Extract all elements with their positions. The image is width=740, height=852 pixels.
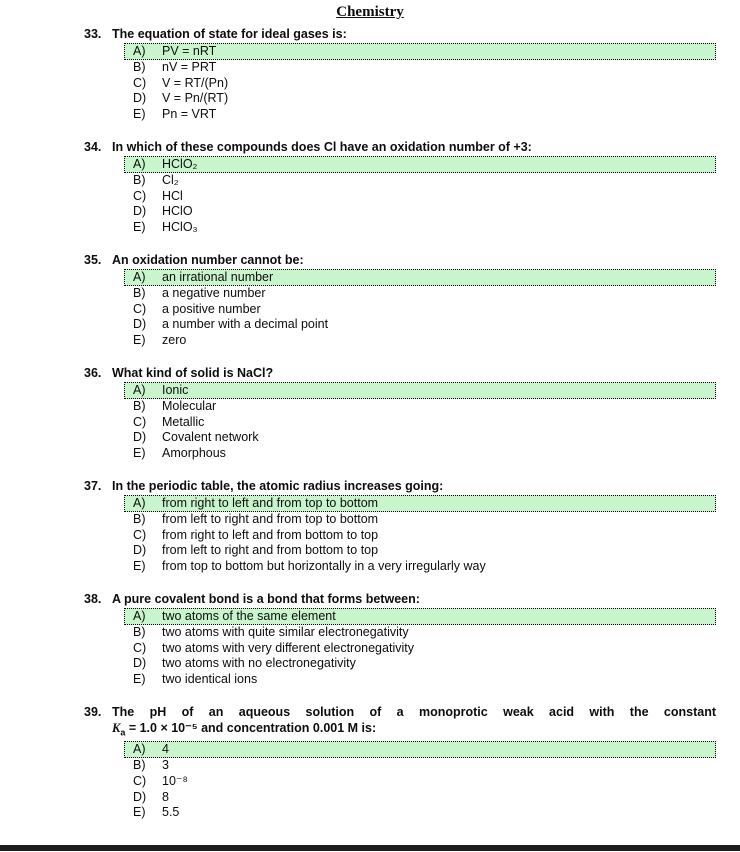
option-letter: B) [133,624,146,639]
ka-subscript: a [120,727,126,738]
option-letter: E) [133,333,146,348]
answer-option [124,790,716,806]
question-39 [84,705,716,821]
question-number: 37. [84,478,102,493]
option-text: a negative number [162,285,266,300]
option-text: Amorphous [162,446,226,461]
option-letter: A) [133,382,146,397]
option-letter: E) [133,672,146,687]
question-number: 39. [84,704,102,719]
correct-answer-highlight [124,156,716,173]
answer-option [124,446,716,462]
option-text: from right to left and from top to bottom [162,495,379,510]
option-letter: A) [133,43,146,58]
option-letter: A) [133,495,146,510]
option-letter: D) [133,91,147,106]
option-text: V = Pn/(RT) [162,91,229,106]
option-text: two atoms of the same element [162,608,336,623]
option-text: two identical ions [162,672,258,687]
question-number: 35. [84,252,102,267]
option-text: from right to left and from bottom to top [162,527,379,542]
option-text: Molecular [162,398,217,413]
option-letter: C) [133,414,147,429]
option-letter: B) [133,59,146,74]
answer-option [124,805,716,821]
option-letter: C) [133,301,147,316]
question-text-line2-rest: = 1.0 × 10⁻⁵ and concentration 0.001 M is: [125,720,377,735]
option-letter: A) [133,156,146,171]
option-letter: E) [133,220,146,235]
option-text: from left to right and from top to bottom [162,511,379,526]
answer-option [124,204,716,220]
page-bottom-edge [0,845,740,851]
option-text: two atoms with no electronegativity [162,656,356,671]
option-letter: A) [133,608,146,623]
option-letter: C) [133,75,147,90]
option-letter: E) [133,559,146,574]
question-header [84,592,716,608]
options-list [124,382,716,462]
correct-answer-highlight [124,43,716,60]
option-text: 4 [162,742,169,756]
option-letter: B) [133,511,146,526]
option-letter: D) [133,317,147,332]
option-text: zero [162,333,187,348]
answer-option [124,107,716,123]
question-text-line1: The pH of an aqueous solution of a monoprotic weak acid with the constant [112,704,716,719]
option-letter: B) [133,758,146,772]
question-text: The equation of state for ideal gases is: [112,27,347,41]
option-letter: D) [133,204,147,219]
question-header [84,366,716,382]
option-text: nV = PRT [162,59,217,74]
option-letter: E) [133,107,146,122]
answer-option [124,528,716,544]
answer-option [124,220,716,236]
option-text: HClO [162,204,193,219]
answer-option [124,559,716,575]
options-list [124,156,716,236]
question-number: 36. [84,365,102,380]
question-header [84,479,716,495]
option-text: from top to bottom but horizontally in a very irregularly way [162,559,486,574]
answer-option [124,656,716,672]
option-letter: B) [133,398,146,413]
question-38 [84,592,716,688]
option-text: 3 [162,758,169,772]
option-letter: A) [133,269,146,284]
option-letter: B) [133,172,146,187]
answer-option [124,415,716,431]
option-text: 5.5 [162,805,180,820]
answer-option [124,286,716,302]
option-letter: D) [133,789,147,804]
option-text: HCl [162,188,183,203]
answer-option [124,543,716,559]
option-text: Covalent network [162,430,259,445]
question-header [84,27,716,43]
answer-option [124,317,716,333]
question-37 [84,479,716,575]
option-text: V = RT/(Pn) [162,75,229,90]
correct-answer-highlight [124,608,716,625]
answer-option [124,189,716,205]
option-text: a positive number [162,301,261,316]
option-text: HClO₂ [162,156,198,171]
question-header [84,253,716,269]
question-36 [84,366,716,462]
page-title: Chemistry [336,4,404,20]
correct-answer-highlight [124,269,716,286]
answer-option [124,91,716,107]
ka-symbol: K [112,720,121,735]
question-text [112,705,716,741]
correct-answer-highlight [124,741,716,758]
option-letter: A) [133,742,146,756]
option-text: Pn = VRT [162,107,217,122]
question-text: In which of these compounds does Cl have an oxidation number of +3: [112,139,532,154]
option-text: two atoms with quite similar electronegativity [162,624,409,639]
option-letter: C) [133,188,147,203]
question-35 [84,253,716,349]
options-list [124,608,716,688]
answer-option [124,430,716,446]
answer-option [124,302,716,318]
option-text: Cl₂ [162,172,179,187]
question-number: 38. [84,591,102,606]
option-text: from left to right and from bottom to top [162,543,379,558]
option-text: PV = nRT [162,43,217,58]
options-list [124,43,716,123]
option-text: an irrational number [162,269,274,284]
option-letter: D) [133,543,147,558]
question-number: 34. [84,139,102,154]
question-number: 33. [84,27,102,41]
answer-option [124,60,716,76]
answer-option [124,76,716,92]
question-header [84,705,716,741]
answer-option [124,333,716,349]
quiz-content [0,21,740,821]
option-letter: C) [133,640,147,655]
options-list [124,269,716,349]
answer-option [124,399,716,415]
option-text: 8 [162,789,169,804]
question-33 [84,27,716,123]
option-letter: D) [133,430,147,445]
correct-answer-highlight [124,382,716,399]
question-34 [84,140,716,236]
option-text: Metallic [162,414,205,429]
answer-option [124,758,716,774]
answer-option [124,641,716,657]
question-text: A pure covalent bond is a bond that forms between: [112,591,420,606]
option-letter: E) [133,446,146,461]
options-list [124,495,716,575]
answer-option [124,672,716,688]
option-letter: B) [133,285,146,300]
question-header [84,140,716,156]
question-text: An oxidation number cannot be: [112,252,304,267]
question-text: What kind of solid is NaCl? [112,365,274,380]
option-letter: E) [133,805,146,820]
option-text: Ionic [162,382,189,397]
option-letter: C) [133,527,147,542]
options-list [124,741,716,821]
option-letter: C) [133,773,147,788]
option-letter: D) [133,656,147,671]
option-text: a number with a decimal point [162,317,329,332]
option-text: 10⁻⁸ [162,773,188,788]
answer-option [124,512,716,528]
question-text: In the periodic table, the atomic radius increases going: [112,478,444,493]
option-text: HClO₃ [162,220,198,235]
answer-option [124,173,716,189]
option-text: two atoms with very different electronegativity [162,640,414,655]
answer-option [124,625,716,641]
correct-answer-highlight [124,495,716,512]
question-text-line2 [112,721,716,741]
answer-option [124,774,716,790]
